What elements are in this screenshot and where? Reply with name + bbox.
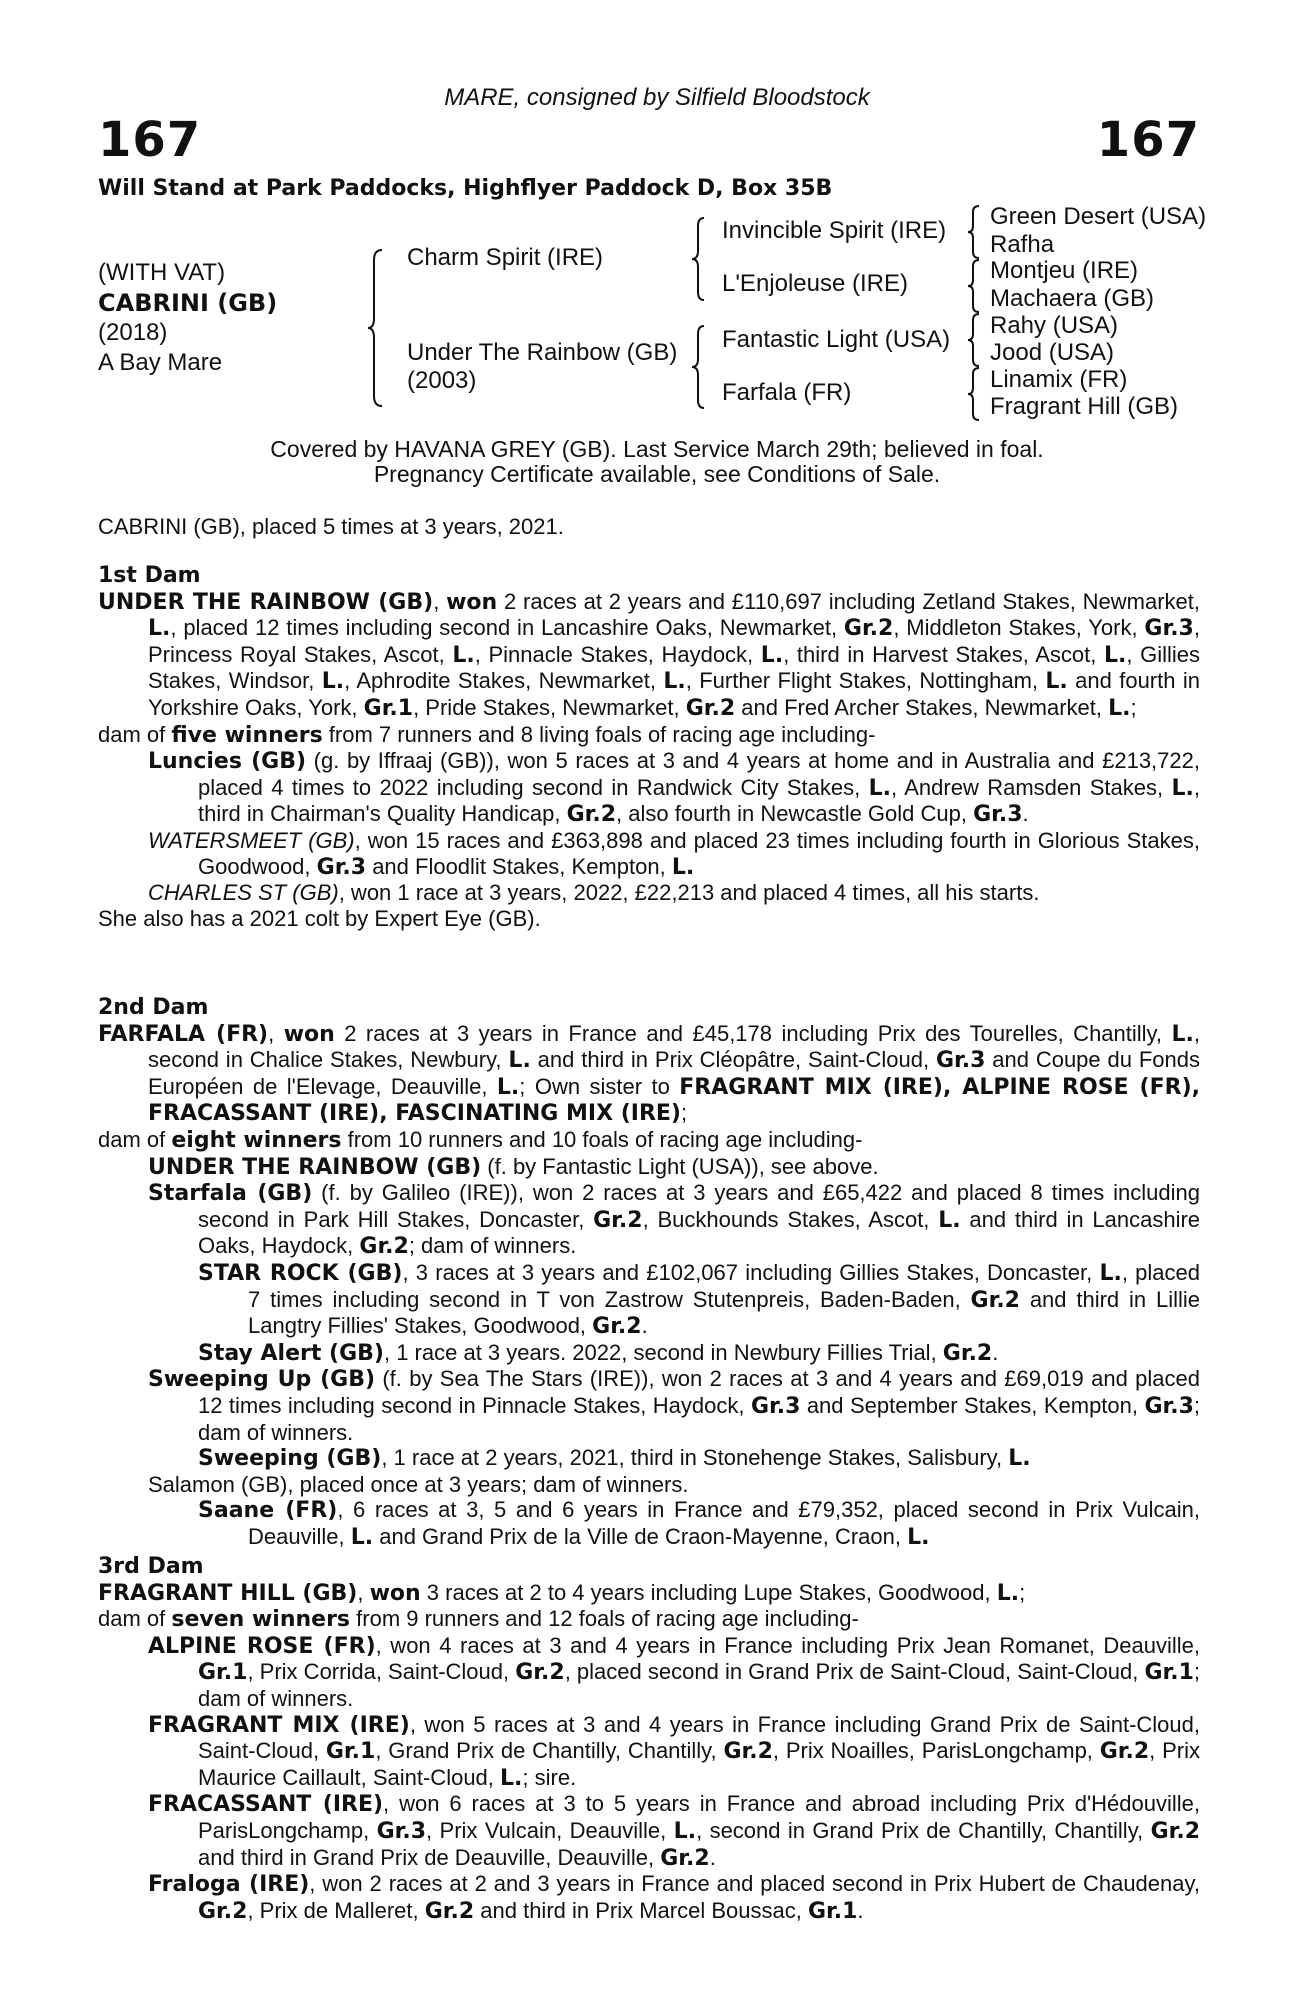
- first-dam-section: [98, 563, 1200, 931]
- pedigree-brace-dd: [966, 366, 982, 422]
- consignor-line: MARE, consigned by Silfield Bloodstock: [444, 84, 870, 111]
- third-dam-name: FRAGRANT HILL (GB): [98, 1580, 358, 1606]
- race-summary: CABRINI (GB), placed 5 times at 3 years, 2021.: [98, 514, 564, 539]
- race-grade: Gr.2: [970, 1287, 1020, 1313]
- foal-saane: [98, 1497, 1200, 1550]
- sss-name: Green Desert (USA): [990, 203, 1207, 230]
- foal-charles-st: [98, 880, 1200, 906]
- foal-record: , won 4 races at 3 and 4 years in France including Prix Jean Romanet, Deauville, Gr.1, Prix Corrida, Saint-Cloud, Gr.2, placed second in Grand Prix de Saint-Cloud, Saint-Cloud, Gr.1; dam of winners.: [198, 1632, 1200, 1711]
- own-sisters: FRAGRANT MIX (IRE), ALPINE ROSE (FR), FRACASSANT (IRE), FASCINATING MIX (IRE): [148, 1074, 1200, 1127]
- race-grade: Gr.2: [723, 1739, 773, 1765]
- first-dam-produce: [98, 722, 1200, 749]
- foal-record: , won 6 races at 3 to 5 years in France and abroad including Prix d'Hédouville, ParisLongchamp, Gr.3, Prix Vulcain, Deauville, L., second in Grand Prix de Chantilly, Chantilly, Gr.2 and third in Grand Prix de Deauville, Deauville, Gr.2.: [198, 1791, 1200, 1871]
- won-label: won: [369, 1580, 421, 1606]
- text-end: ;: [680, 1100, 688, 1126]
- foal-name: Luncies (GB): [148, 749, 307, 775]
- dam-of-label: dam of: [98, 1606, 172, 1632]
- race-grade: L.: [452, 642, 475, 668]
- race-grade: L.: [760, 642, 784, 668]
- foal-name: CHARLES ST (GB): [148, 880, 339, 906]
- pedigree-brace-sd: [966, 258, 982, 314]
- lot-number-left: 167: [98, 112, 202, 168]
- race-grade: L.: [1008, 1446, 1031, 1472]
- ssd-name: Rafha: [990, 231, 1055, 258]
- foal-fraloga: [98, 1871, 1200, 1924]
- race-grade: Gr.1: [325, 1739, 376, 1765]
- race-grade: Gr.3: [935, 1048, 986, 1074]
- race-grade: Gr.2: [592, 1314, 642, 1340]
- second-dam-heading: 2nd Dam: [98, 995, 209, 1020]
- foal-record: , 3 races at 3 years and £102,067 including Gillies Stakes, Doncaster, L., placed 7 times including second in T von Zastrow Stutenpreis, Baden-Baden, Gr.2 and third in Lillie Langtry Fillies' Stakes, Goodwood, Gr.2.: [248, 1259, 1200, 1340]
- runners-text: from 10 runners and 10 foals of racing age including-: [341, 1126, 863, 1152]
- foal-name: FRAGRANT MIX (IRE): [148, 1712, 410, 1738]
- race-grade: Gr.3: [376, 1818, 427, 1844]
- foal-fragrant-mix: [98, 1712, 1200, 1792]
- foal-starfala: [98, 1180, 1200, 1260]
- foal-name: WATERSMEET (GB): [148, 827, 355, 853]
- race-grade: Gr.1: [198, 1660, 248, 1686]
- first-dam-record: UNDER THE RAINBOW (GB), won 2 races at 2 years and £110,697 including Zetland Stakes, Newmarket, L., placed 12 times including second in Lancashire Oaks, Newmarket, Gr.2, Middleton Stakes, York, Gr.3, Princess Royal Stakes, Ascot, L., Pinnacle Stakes, Haydock, L., third in Harvest Stakes, Ascot, L., Gillies Stakes, Windsor, L., Aphrodite Stakes, Newmarket, L., Further Flight Stakes, Nottingham, L. and fourth in Yorkshire Oaks, York, Gr.1, Pride Stakes, Newmarket, Gr.2 and Fred Archer Stakes, Newmarket, L.;: [98, 588, 1201, 721]
- race-grade: L.: [321, 669, 345, 695]
- foal-record: (f. by Galileo (IRE)), won 2 races at 3 years and £65,422 and placed 8 times including second in Park Hill Stakes, Doncaster, Gr.2, Buckhounds Stakes, Ascot, L. and third in Lancashire Oaks, Haydock, Gr.2; dam of winners.: [198, 1180, 1201, 1260]
- foal-watersmeet: [98, 828, 1200, 880]
- foal-name: Sweeping Up (GB): [148, 1367, 376, 1393]
- won-label: won: [283, 1021, 335, 1047]
- race-grade: L.: [496, 1074, 520, 1100]
- third-dam-text: 3 races at 2 to 4 years including Lupe Stakes, Goodwood, L.;: [420, 1579, 1026, 1606]
- race-grade: Gr.3: [750, 1393, 801, 1419]
- first-dam-text: 2 races at 2 years and £110,697 including Zetland Stakes, Newmarket, L., placed 12 times including second in Lancashire Oaks, Newmarket, Gr.2, Middleton Stakes, York, Gr.3, Princess Royal Stakes, Ascot, L., Pinnacle Stakes, Haydock, L., third in Harvest Stakes, Ascot, L., Gillies Stakes, Windsor, L., Aphrodite Stakes, Newmarket, L., Further Flight Stakes, Nottingham, L. and fourth in Yorkshire Oaks, York, Gr.1, Pride Stakes, Newmarket, Gr.2 and Fred Archer Stakes, Newmarket, L.;: [148, 588, 1201, 721]
- race-grade: L.: [1171, 775, 1194, 801]
- foal-record: (f. by Fantastic Light (USA)), see above.: [481, 1153, 879, 1179]
- race-grade: L.: [907, 1524, 930, 1550]
- winners-count: seven winners: [171, 1607, 351, 1633]
- race-grade: Gr.2: [942, 1340, 993, 1366]
- dam-year: (2003): [407, 367, 477, 394]
- first-dam-heading: 1st Dam: [98, 563, 201, 588]
- foal-record: , won 1 race at 3 years, 2022, £22,213 and placed 4 times, all his starts.: [338, 880, 1040, 906]
- third-dam-produce: [98, 1606, 1200, 1633]
- foal-name: Starfala (GB): [148, 1181, 313, 1207]
- pedigree-brace-dam: [690, 324, 708, 410]
- foal-record: , won 2 races at 2 and 3 years in France and placed second in Prix Hubert de Chaudenay, Gr.2, Prix de Malleret, Gr.2 and third in Prix Marcel Boussac, Gr.1.: [198, 1871, 1200, 1924]
- race-grade: L.: [350, 1524, 374, 1550]
- lot-number-right: 167: [1096, 112, 1200, 168]
- dam-of-label: dam of: [98, 721, 172, 747]
- race-grade: Gr.1: [807, 1898, 858, 1924]
- second-dam-name: FARFALA (FR): [98, 1021, 269, 1047]
- race-grade: L.: [938, 1207, 961, 1233]
- foal-sweeping-up: [98, 1366, 1200, 1445]
- third-dam-section: [98, 1554, 1200, 1924]
- foal-record: , won 5 races at 3 and 4 years in France including Grand Prix de Saint-Cloud, Saint-Cloud, Gr.1, Grand Prix de Chantilly, Chantilly, Gr.2, Prix Noailles, ParisLongchamp, Gr.2, Prix Maurice Caillault, Saint-Cloud, L.; sire.: [198, 1711, 1201, 1791]
- foal-record: (f. by Sea The Stars (IRE)), won 2 races at 3 and 4 years and £69,019 and placed 12 times including second in Pinnacle Stakes, Haydock, Gr.3 and September Stakes, Kempton, Gr.3; dam of winners.: [198, 1366, 1200, 1445]
- foal-star-rock: [98, 1260, 1200, 1340]
- race-grade: L.: [673, 1818, 697, 1844]
- runners-text: from 7 runners and 8 living foals of racing age including-: [322, 721, 876, 747]
- race-grade: Gr.3: [1144, 616, 1194, 642]
- race-grade: Gr.2: [1150, 1818, 1200, 1844]
- foal-name: Fraloga (IRE): [148, 1872, 310, 1898]
- race-grade: Gr.2: [515, 1660, 565, 1686]
- foal-record: , 6 races at 3, 5 and 6 years in France and £79,352, placed second in Prix Vulcain, Deauville, L. and Grand Prix de la Ville de Craon-Mayenne, Craon, L.: [248, 1497, 1200, 1550]
- race-grade: Gr.3: [316, 854, 367, 880]
- vat-label: (WITH VAT): [98, 259, 226, 286]
- race-grade: L.: [868, 775, 891, 801]
- first-dam-name: UNDER THE RAINBOW (GB): [98, 589, 434, 615]
- foal-stay-alert: [98, 1340, 1200, 1367]
- race-grade: L.: [1045, 669, 1068, 695]
- race-grade: Gr.3: [973, 802, 1023, 828]
- foal-under-the-rainbow: [98, 1154, 1200, 1181]
- race-grade: Gr.1: [363, 695, 414, 721]
- foal-record: (g. by Iffraaj (GB)), won 5 races at 3 and 4 years at home and in Australia and £213,722, placed 4 times to 2022 including second in Randwick City Stakes, L., Andrew Ramsden Stakes, L., third in Chairman's Quality Handicap, Gr.2, also fourth in Newcastle Gold Cup, Gr.3.: [198, 748, 1201, 828]
- foal-name: Saane (FR): [198, 1498, 338, 1524]
- foal-name: Stay Alert (GB): [198, 1340, 384, 1366]
- horse-info: [98, 258, 277, 378]
- covered-line: Covered by HAVANA GREY (GB). Last Service March 29th; believed in foal.: [270, 436, 1044, 462]
- third-dam-heading: 3rd Dam: [98, 1554, 204, 1579]
- horse-year: (2018): [98, 319, 168, 346]
- second-dam-text: 2 races at 3 years in France and £45,178 including Prix des Tourelles, Chantilly, L., second in Chalice Stakes, Newbury, L. and third in Prix Cléopâtre, Saint-Cloud, Gr.3 and Coupe du Fonds Européen de l'Elevage, Deauville, L.; Own sister to: [148, 1020, 1200, 1100]
- foal-name: STAR ROCK (GB): [198, 1260, 403, 1286]
- race-grade: Gr.2: [566, 802, 617, 828]
- third-dam-record: FRAGRANT HILL (GB), won 3 races at 2 to 4 years including Lupe Stakes, Goodwood, L.;: [98, 1579, 1026, 1606]
- foal-luncies: [98, 748, 1200, 828]
- race-grade: L.: [500, 1765, 523, 1791]
- dam-name: Under The Rainbow (GB): [407, 339, 678, 366]
- dam-dam: Farfala (FR): [722, 379, 852, 406]
- dds-name: Linamix (FR): [990, 366, 1128, 393]
- pedigree-brace-ss: [966, 204, 982, 260]
- foal-name: Sweeping (GB): [198, 1446, 382, 1472]
- race-grade: Gr.1: [1144, 1660, 1194, 1686]
- pedigree-brace-ds: [966, 312, 982, 368]
- race-grade: Gr.2: [843, 616, 894, 642]
- foal-name: UNDER THE RAINBOW (GB): [148, 1154, 482, 1180]
- foal-record: , 1 race at 2 years, 2021, third in Stonehenge Stakes, Salisbury, L.: [381, 1445, 1031, 1472]
- race-grade: Gr.2: [593, 1207, 643, 1233]
- race-grade: Gr.3: [1144, 1393, 1194, 1419]
- horse-name: CABRINI (GB): [98, 289, 278, 317]
- foal-sweeping: [98, 1445, 1200, 1472]
- race-grade: L.: [663, 669, 686, 695]
- foal-alpine-rose: [98, 1633, 1200, 1712]
- race-grade: Gr.2: [660, 1845, 710, 1871]
- stand-location: Will Stand at Park Paddocks, Highflyer Paddock D, Box 35B: [98, 176, 833, 201]
- foal-fracassant: [98, 1791, 1200, 1871]
- race-grade: L.: [1099, 1260, 1122, 1286]
- dam-of-label: dam of: [98, 1126, 172, 1152]
- second-dam-record: FARFALA (FR), won 2 races at 3 years in France and £45,178 including Prix des Tourelles, Chantilly, L., second in Chalice Stakes, Newbury, L. and third in Prix Cléopâtre, Saint-Cloud, Gr.3 and Coupe du Fonds Européen de l'Elevage, Deauville, L.; Own sister to FRAGRANT MIX (IRE), ALPINE ROSE (FR), FRACASSANT (IRE), FASCINATING MIX (IRE);: [98, 1020, 1200, 1127]
- pedigree-brace-main: [366, 248, 386, 408]
- sdd-name: Machaera (GB): [990, 285, 1155, 312]
- race-grade: Gr.2: [198, 1898, 248, 1924]
- sire-sire: Invincible Spirit (IRE): [722, 217, 947, 244]
- second-dam-section: [98, 995, 1200, 1550]
- race-grade: Gr.2: [424, 1898, 475, 1924]
- pregnancy-line: Pregnancy Certificate available, see Conditions of Sale.: [373, 461, 941, 487]
- race-grade: Gr.2: [359, 1234, 409, 1260]
- dam-sire: Fantastic Light (USA): [722, 326, 951, 353]
- horse-description: A Bay Mare: [98, 349, 223, 376]
- won-label: won: [446, 589, 498, 615]
- race-grade: L.: [508, 1048, 531, 1074]
- foal-name: ALPINE ROSE (FR): [148, 1633, 376, 1659]
- sds-name: Montjeu (IRE): [990, 257, 1139, 284]
- pedigree-brace-sire: [690, 216, 708, 302]
- foal-salamon: Salamon (GB), placed once at 3 years; dam of winners.: [148, 1471, 689, 1497]
- foal-name: FRACASSANT (IRE): [148, 1792, 384, 1818]
- race-grade: L.: [1104, 642, 1127, 668]
- race-grade: L.: [1171, 1021, 1194, 1047]
- dss-name: Rahy (USA): [990, 312, 1119, 339]
- foal-record: , 1 race at 3 years. 2022, second in Newbury Fillies Trial, Gr.2.: [383, 1339, 999, 1366]
- race-grade: L.: [671, 854, 695, 880]
- ddd-name: Fragrant Hill (GB): [990, 393, 1179, 420]
- sire-dam: L'Enjoleuse (IRE): [722, 270, 908, 297]
- winners-count: eight winners: [171, 1127, 342, 1153]
- race-grade: Gr.2: [685, 695, 736, 721]
- race-grade: Gr.2: [1099, 1739, 1150, 1765]
- winners-count: five winners: [171, 722, 323, 748]
- race-grade: L.: [996, 1580, 1020, 1606]
- dsd-name: Jood (USA): [990, 339, 1115, 366]
- sire-name: Charm Spirit (IRE): [407, 244, 604, 271]
- race-grade: L.: [1108, 695, 1131, 721]
- race-grade: L.: [148, 616, 171, 642]
- second-dam-produce: [98, 1127, 1200, 1154]
- foal-record: , won 15 races and £363,898 and placed 23 times including fourth in Glorious Stakes, Goodwood, Gr.3 and Floodlit Stakes, Kempton, L.: [198, 827, 1200, 880]
- also-note: She also has a 2021 colt by Expert Eye (GB).: [98, 905, 541, 931]
- runners-text: from 9 runners and 12 foals of racing age including-: [350, 1606, 859, 1632]
